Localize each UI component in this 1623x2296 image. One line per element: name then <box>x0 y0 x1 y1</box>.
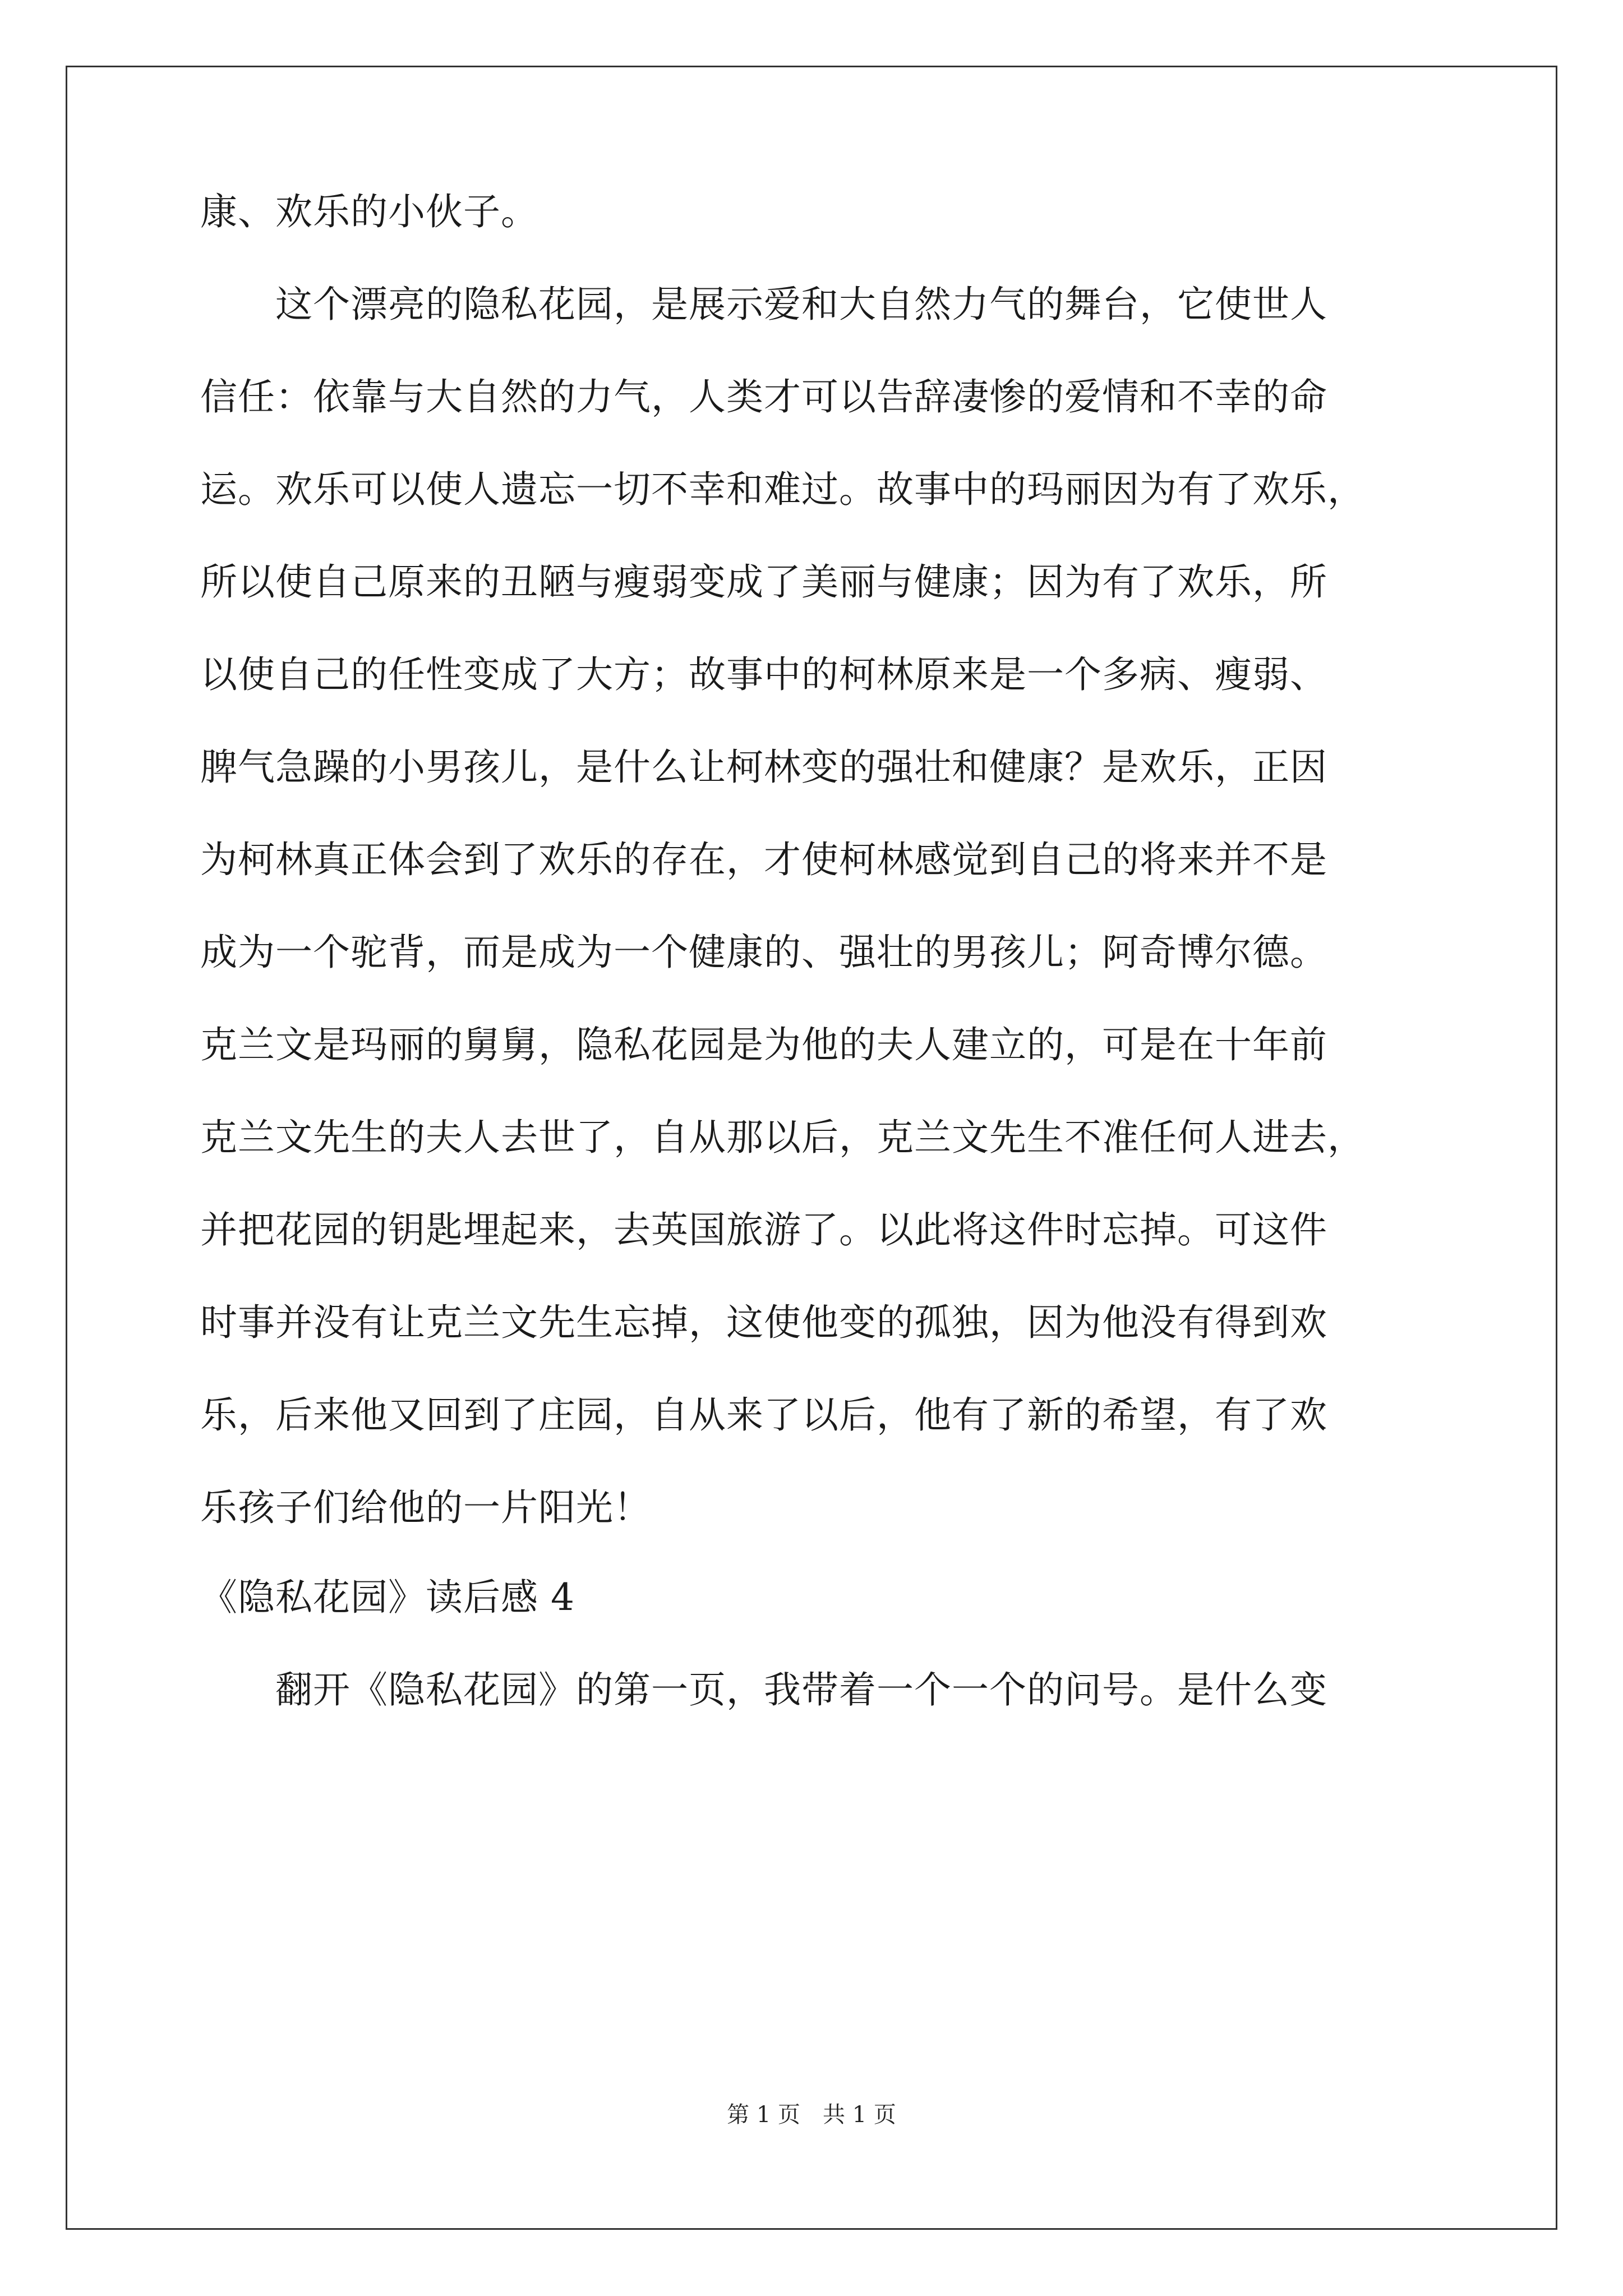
text-line: 成为一个驼背，而是成为一个健康的、强壮的男孩儿；阿奇博尔德。 <box>200 931 1327 974</box>
text-line: 翻开《隐私花园》的第一页，我带着一个一个的问号。是什么变 <box>200 1668 1327 1711</box>
text-line: 乐孩子们给他的一片阳光！ <box>200 1486 651 1529</box>
text-line: 这个漂亮的隐私花园，是展示爱和大自然力气的舞台，它使世人 <box>200 283 1327 326</box>
section-heading: 《隐私花园》读后感 4 <box>200 1576 575 1619</box>
text-line: 脾气急躁的小男孩儿，是什么让柯林变的强壮和健康？是欢乐，正因 <box>200 746 1327 789</box>
text-line: 乐，后来他又回到了庄园，自从来了以后，他有了新的希望，有了欢 <box>200 1393 1327 1437</box>
text-line: 信任：依靠与大自然的力气，人类才可以告辞凄惨的爱情和不幸的命 <box>200 375 1327 418</box>
page-footer: 第 1 页 共 1 页 <box>727 2102 896 2128</box>
text-line: 为柯林真正体会到了欢乐的存在，才使柯林感觉到自己的将来并不是 <box>200 838 1327 881</box>
text-line: 所以使自己原来的丑陋与瘦弱变成了美丽与健康；因为有了欢乐，所 <box>200 560 1327 604</box>
text-line: 康、欢乐的小伙子。 <box>200 190 538 233</box>
text-line: 以使自己的任性变成了大方；故事中的柯林原来是一个多病、瘦弱、 <box>200 653 1327 696</box>
text-line: 克兰文先生的夫人去世了，自从那以后，克兰文先生不准任何人进去， <box>200 1116 1365 1159</box>
text-line: 运。欢乐可以使人遗忘一切不幸和难过。故事中的玛丽因为有了欢乐， <box>200 468 1365 511</box>
text-line: 时事并没有让克兰文先生忘掉，这使他变的孤独，因为他没有得到欢 <box>200 1301 1327 1344</box>
text-line: 并把花园的钥匙埋起来，去英国旅游了。以此将这件时忘掉。可这件 <box>200 1208 1327 1251</box>
text-line: 克兰文是玛丽的舅舅，隐私花园是为他的夫人建立的，可是在十年前 <box>200 1023 1327 1066</box>
